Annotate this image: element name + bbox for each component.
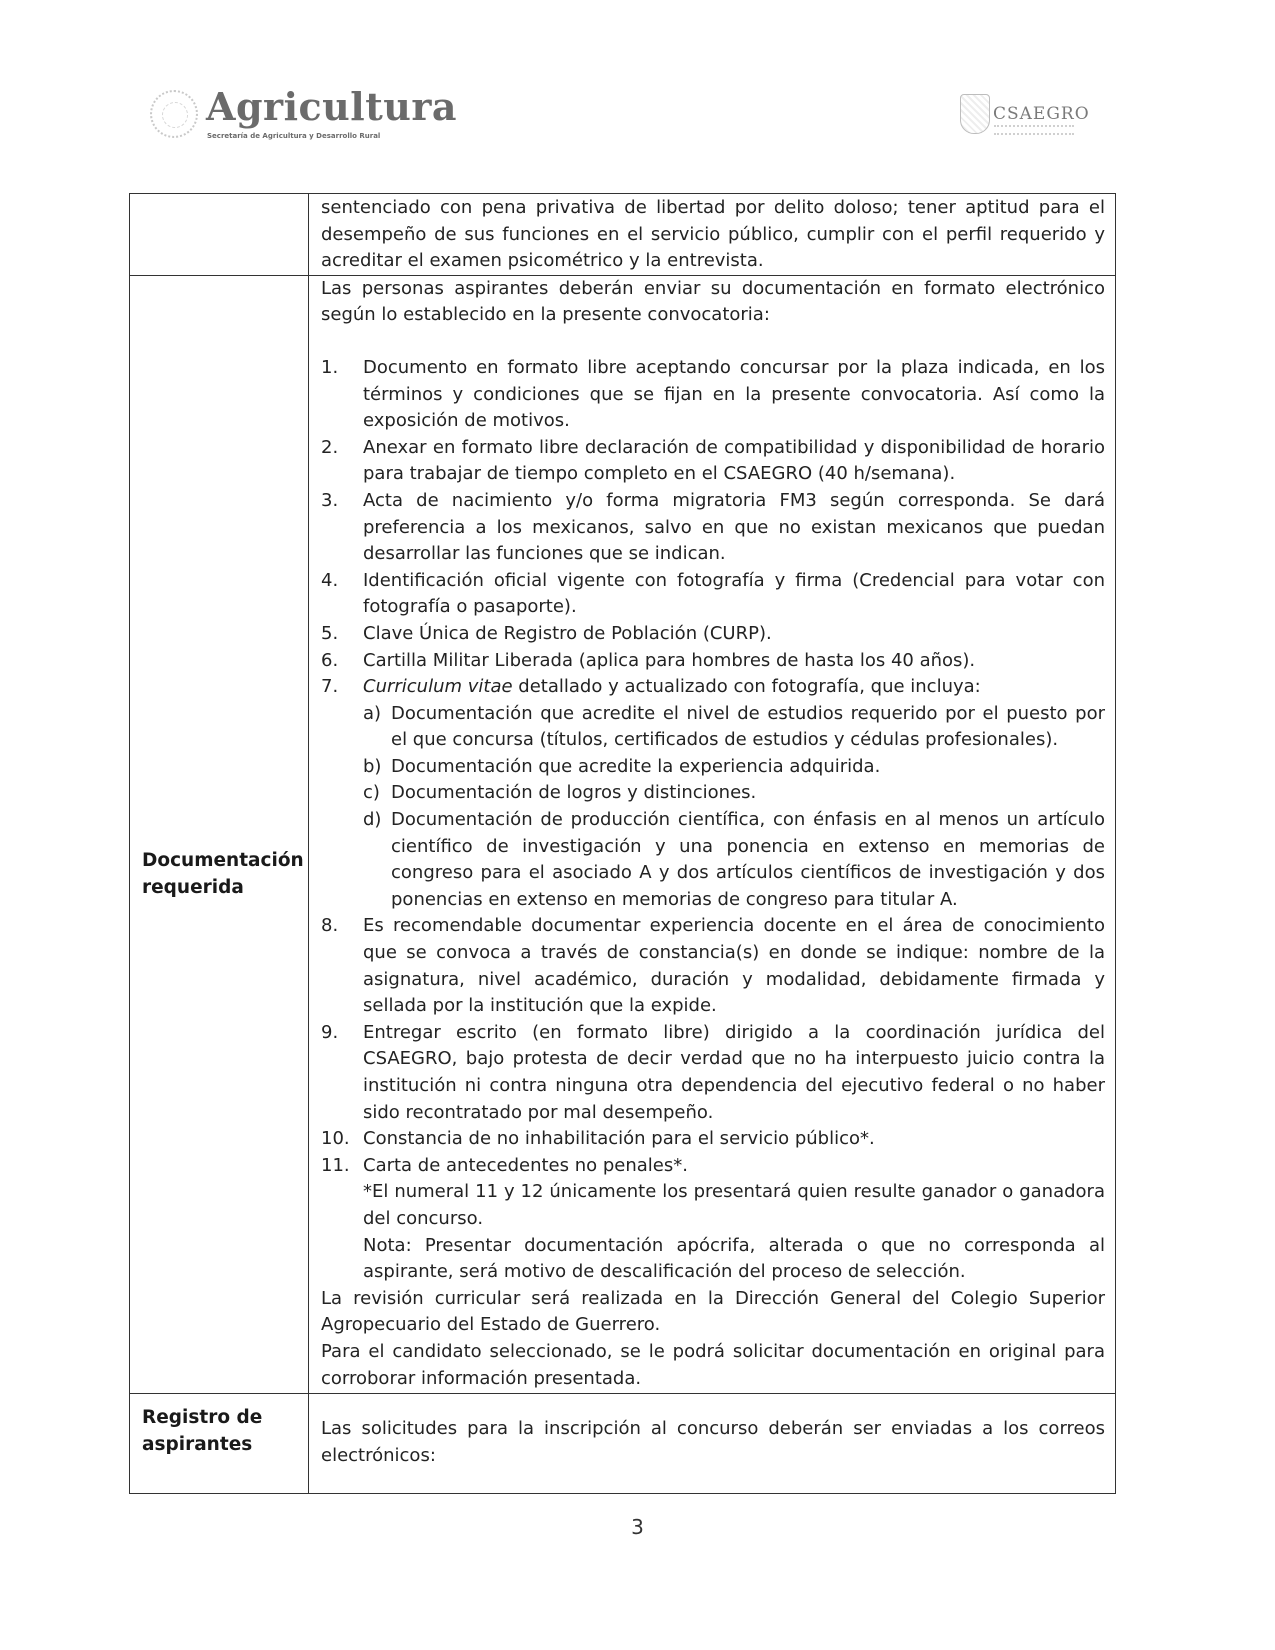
sub-item-letter: b) [363, 755, 382, 777]
item-number: 3. [321, 489, 339, 511]
label-cell [130, 275, 309, 1393]
item-text: Carta de antecedentes no penales*. [363, 1154, 688, 1176]
item-number: 10. [321, 1128, 350, 1150]
spacer [321, 329, 1105, 355]
row-label-registro: Registro de aspirantes [142, 1407, 263, 1456]
csaegro-logo [960, 94, 1090, 144]
sub-item-text: Documentación que acredite el nivel de estudios requerido por el puesto por el que concursa (títulos, certificados de estudios y cédulas profesionales). [391, 702, 1105, 751]
list-item [321, 488, 1105, 568]
note-numerals: *El numeral 11 y 12 únicamente los presentará quien resulte ganador o ganadora del concurso. [363, 1181, 1105, 1229]
item-text: Es recomendable documentar experiencia docente en el área de conocimiento que se convoca a través de constancia(s) en donde se indique: nombre de la asignatura, nivel académico, duración y modalidad, debidamente firmada y sellada por la institución que la expide. [363, 915, 1105, 1017]
requirements-table [129, 193, 1116, 1494]
item-number: 7. [321, 676, 339, 698]
item-text: detallado y actualizado con fotografía, que incluya: [512, 676, 981, 698]
item-text: Identificación oficial vigente con fotografía y firma (Credencial para votar con fotografía o pasaporte). [363, 569, 1105, 618]
table-row [130, 275, 1116, 1393]
sub-item-letter: a) [363, 702, 382, 724]
item-number: 9. [321, 1021, 339, 1043]
csaegro-title: CSAEGRO [993, 104, 1090, 124]
sub-list-item [363, 754, 1105, 781]
mexico-seal-icon [150, 90, 198, 138]
content-cell [309, 275, 1116, 1393]
agricultura-logo [150, 84, 458, 148]
sub-list-item [363, 807, 1105, 913]
sub-list-item [363, 780, 1105, 807]
page-number: 3 [631, 1515, 644, 1539]
item-number: 1. [321, 356, 339, 378]
item-text: Documento en formato libre aceptando concursar por la plaza indicada, en los términos y condiciones que se fijan en la presente convocatoria. Así como la exposición de motivos. [363, 356, 1105, 432]
list-item [321, 568, 1105, 621]
table-row [130, 194, 1116, 276]
row-label-documentacion: Documentación requerida [142, 850, 304, 899]
item-text: Entregar escrito (en formato libre) dirigido a la coordinación jurídica del CSAEGRO, bajo protesta de decir verdad que no ha interpuesto juicio contra la institución ni contra ninguna otra dependencia del ejecutivo federal o no haber sido recontratado por mal desempeño. [363, 1021, 1105, 1123]
list-item [321, 435, 1105, 488]
requirements-list [321, 355, 1105, 1286]
list-item [321, 674, 1105, 913]
item-number: 8. [321, 915, 339, 937]
note-apocryphal: Nota: Presentar documentación apócrifa, alterada o que no corresponda al aspirante, será motivo de descalificación del proceso de selección. [363, 1234, 1105, 1283]
label-cell [130, 194, 309, 276]
csaegro-subtitle-lines [994, 125, 1074, 135]
sub-item-text: Documentación que acredite la experiencia adquirida. [391, 755, 881, 777]
sub-item-text: Documentación de producción científica, con énfasis en al menos un artículo científico de investigación y una ponencia en extenso en memorias de congreso para el asociado A y dos artículos científicos de investigación y dos ponencias en extenso en memorias de congreso para titular A. [391, 809, 1105, 910]
item-number: 4. [321, 569, 339, 591]
content-cell [309, 1394, 1116, 1494]
list-item [321, 355, 1105, 435]
item-number: 11. [321, 1154, 350, 1176]
item-number: 5. [321, 622, 339, 644]
sub-item-letter: c) [363, 782, 380, 804]
label-cell [130, 1394, 309, 1494]
list-item [321, 1126, 1105, 1153]
item-text: Constancia de no inhabilitación para el servicio público*. [363, 1128, 875, 1150]
sub-item-letter: d) [363, 809, 382, 831]
item-text: Cartilla Militar Liberada (aplica para hombres de hasta los 40 años). [363, 649, 976, 671]
crest-icon [960, 94, 990, 134]
list-item [321, 913, 1105, 1019]
list-item [321, 621, 1105, 648]
row1-text: sentenciado con pena privativa de libertad por delito doloso; tener aptitud para el desempeño de sus funciones en el servicio público, cumplir con el perfil requerido y acreditar el examen psicométrico y la entrevista. [321, 197, 1105, 272]
list-item [321, 1153, 1105, 1286]
registro-text: Las solicitudes para la inscripción al concurso deberán ser enviadas a los correos electrónicos: [321, 1418, 1105, 1466]
closing-text-1: La revisión curricular será realizada en la Dirección General del Colegio Superior Agropecuario del Estado de Guerrero. [321, 1287, 1105, 1336]
closing-text-2: Para el candidato seleccionado, se le podrá solicitar documentación en original para corroborar información presentada. [321, 1340, 1105, 1389]
item-italic-text: Curriculum vitae [363, 676, 513, 698]
list-item [321, 648, 1105, 675]
item-number: 6. [321, 649, 339, 671]
item-text: Anexar en formato libre declaración de compatibilidad y disponibilidad de horario para trabajar de tiempo completo en el CSAEGRO (40 h/semana). [363, 436, 1105, 485]
sub-item-text: Documentación de logros y distinciones. [391, 782, 757, 804]
item-text: Clave Única de Registro de Población (CURP). [363, 622, 772, 644]
item-number: 2. [321, 436, 339, 458]
sub-list [363, 701, 1105, 914]
item-text: Acta de nacimiento y/o forma migratoria FM3 según corresponda. Se dará preferencia a los mexicanos, salvo en que no existan mexicanos que puedan desarrollar las funciones que se indican. [363, 489, 1105, 565]
table-row [130, 1394, 1116, 1494]
logo-title: Agricultura [206, 84, 458, 129]
intro-text: Las personas aspirantes deberán enviar su documentación en formato electrónico según lo establecido en la presente convocatoria: [321, 277, 1105, 326]
sub-list-item [363, 701, 1105, 754]
list-item [321, 1020, 1105, 1126]
logo-subtitle: Secretaría de Agricultura y Desarrollo Rural [207, 132, 381, 140]
content-cell [309, 194, 1116, 276]
